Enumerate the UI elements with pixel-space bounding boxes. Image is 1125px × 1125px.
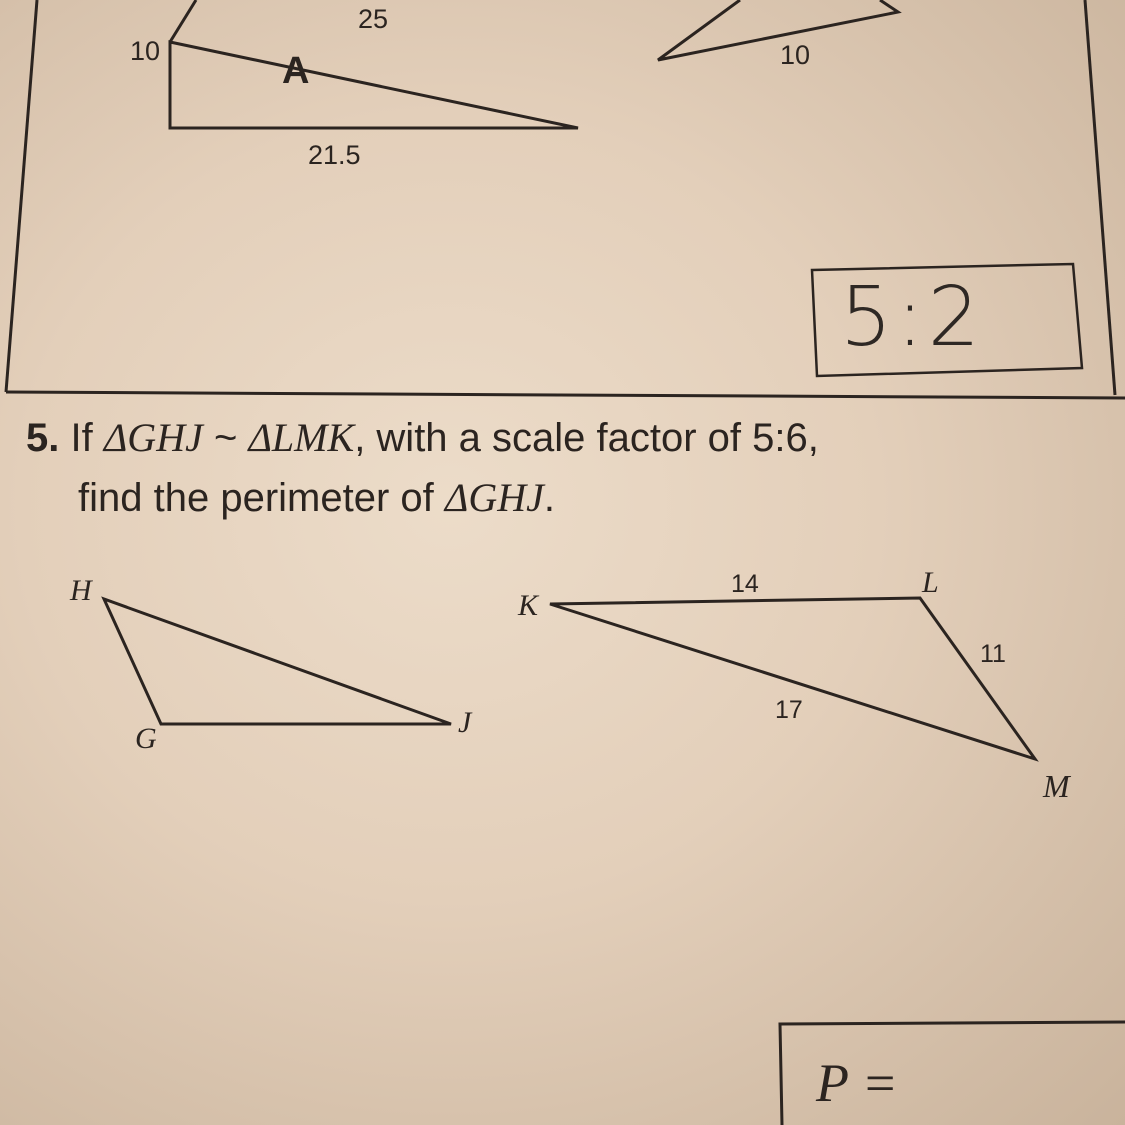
vertex-m-label: M: [1043, 768, 1070, 804]
triangle-a-shape: [170, 42, 578, 128]
vertex-l-label: L: [922, 566, 939, 599]
perimeter-label: P =: [816, 1053, 898, 1113]
triangle-a-side-hyp: 25: [358, 4, 389, 34]
problem-line-1: [26, 408, 819, 468]
vertex-h-label: H: [70, 574, 92, 607]
triangle-b-side: 10: [780, 40, 811, 70]
side-lm-label: 11: [980, 640, 1006, 668]
problem-number: 5.: [26, 416, 60, 460]
side-kl-label: 14: [731, 570, 759, 598]
problem-line2-suffix: .: [543, 476, 555, 520]
vertex-k-label: K: [518, 589, 539, 622]
problem-line1-prefix: If: [70, 416, 104, 460]
perimeter-answer: [816, 1052, 898, 1114]
triangle-ghj-shape: [104, 599, 451, 724]
triangle-a-name: A: [282, 50, 310, 92]
vertex-g-label: G: [135, 722, 157, 755]
side-km-label: 17: [775, 696, 803, 724]
triangle-lmk-shape: [550, 598, 1035, 759]
handwritten-answer: 5:2: [840, 270, 984, 365]
problem-line2-prefix: find the perimeter of: [78, 476, 445, 520]
vertex-j-label: J: [458, 706, 472, 739]
problem-line-2: [26, 468, 819, 528]
triangle-a-side-left: 10: [130, 36, 161, 66]
problem-text: [26, 408, 819, 528]
similar-right: ΔLMK: [248, 415, 355, 460]
similar-left: ΔGHJ: [103, 415, 203, 460]
triangle-a-side-bottom: 21.5: [308, 140, 361, 170]
similar-symbol: ~: [213, 416, 238, 460]
perimeter-target: ΔGHJ: [444, 475, 544, 520]
problem-line1-suffix: , with a scale factor of 5:6,: [354, 416, 819, 460]
triangle-b-shape: [658, 0, 898, 60]
